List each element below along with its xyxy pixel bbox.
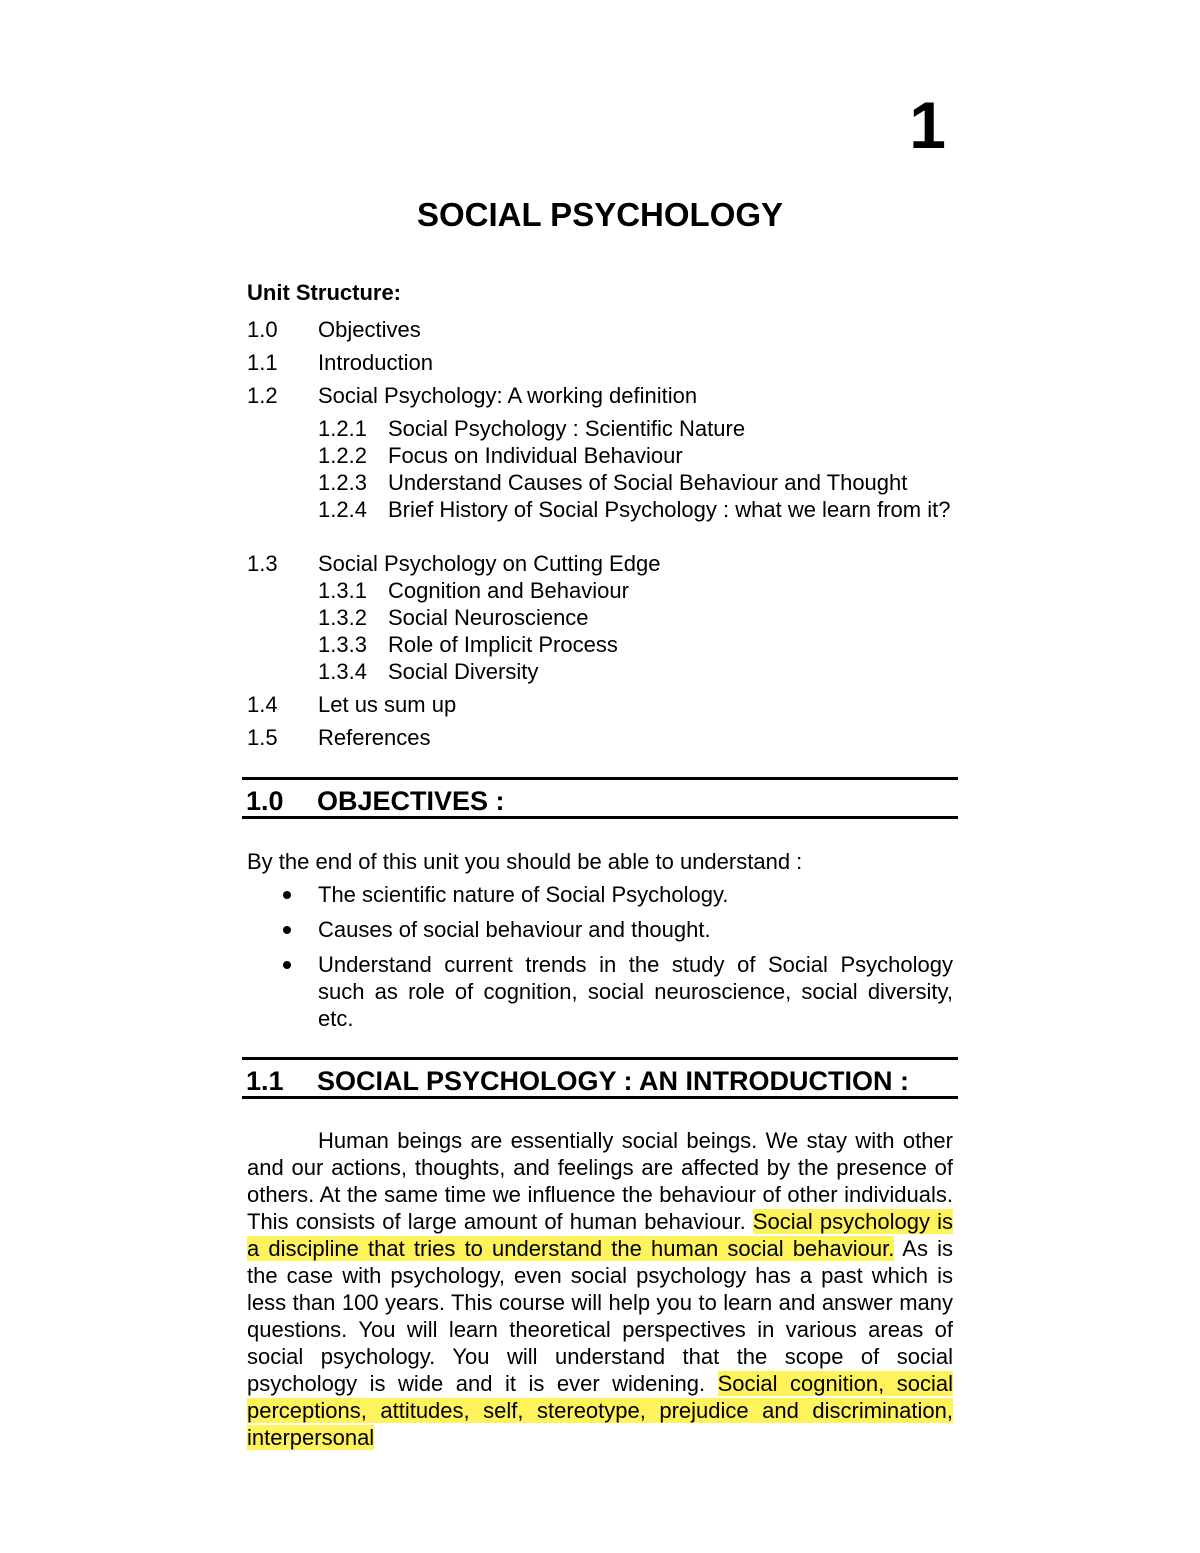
chapter-title: SOCIAL PSYCHOLOGY xyxy=(416,196,784,233)
list-item xyxy=(247,951,953,1032)
toc-item-number: 1.3.1 xyxy=(318,578,367,603)
toc-subitem xyxy=(247,658,953,691)
chapter-number: 1 xyxy=(909,88,946,162)
toc-item-label: Focus on Individual Behaviour xyxy=(388,443,683,468)
toc-subitem xyxy=(247,604,953,631)
toc-item xyxy=(247,349,953,382)
toc-item xyxy=(247,691,953,724)
toc-item-number: 1.1 xyxy=(247,350,278,375)
toc-subitem xyxy=(247,577,953,604)
toc-item-label: Social Psychology : Scientific Nature xyxy=(388,416,746,441)
toc-item-number: 1.2.4 xyxy=(318,497,367,522)
toc-item-label: Brief History of Social Psychology : what we learn from it? xyxy=(388,497,951,522)
toc-item-number: 1.3.3 xyxy=(318,632,367,657)
section-title: SOCIAL PSYCHOLOGY : AN INTRODUCTION : xyxy=(317,1066,910,1096)
toc-item-number: 1.2 xyxy=(247,383,278,408)
toc-item-number: 1.3.4 xyxy=(318,659,367,684)
paragraph-text: Human beings are essentially social beings. We stay with other and our actions, thoughts, and feelings are affected by the presence of others. At the same time we influence the behaviour of other individuals. This consists of large amount of human behaviour. xyxy=(247,1128,953,1234)
section-title: OBJECTIVES : xyxy=(317,786,505,816)
unit-structure-label: Unit Structure: xyxy=(247,280,401,305)
toc-subitem xyxy=(247,631,953,658)
unit-structure-list xyxy=(247,316,953,751)
toc-item-label: Social Neuroscience xyxy=(388,605,589,630)
objectives-body xyxy=(247,848,953,1040)
list-item-text: Understand current trends in the study of Social Psychology such as role of cognition, social neuroscience, social diversity, etc. xyxy=(318,952,953,1031)
toc-subitem xyxy=(247,442,953,469)
section-number: 1.1 xyxy=(246,1066,284,1096)
toc-item-number: 1.0 xyxy=(247,317,278,342)
toc-item-label: References xyxy=(318,725,431,750)
list-item xyxy=(247,881,953,908)
highlighted-text: Social cognition, social perceptions, attitudes, self, stereotype, prejudice and discrimination, interpersonal xyxy=(247,1371,953,1450)
bullet-icon xyxy=(283,891,291,899)
toc-item-label: Cognition and Behaviour xyxy=(388,578,629,603)
toc-item-label: Social Psychology on Cutting Edge xyxy=(318,551,661,576)
bullet-icon xyxy=(283,961,291,969)
toc-item-label: Understand Causes of Social Behaviour and Thought xyxy=(388,470,908,495)
toc-item-number: 1.2.2 xyxy=(318,443,367,468)
toc-subitem xyxy=(247,415,953,442)
toc-item xyxy=(247,382,953,415)
toc-item-label: Social Psychology: A working definition xyxy=(318,383,698,408)
bullet-icon xyxy=(283,926,291,934)
toc-item-number: 1.3.2 xyxy=(318,605,367,630)
introduction-body xyxy=(247,1127,953,1451)
toc-item xyxy=(247,724,953,751)
toc-item xyxy=(247,550,953,577)
toc-item-label: Objectives xyxy=(318,317,421,342)
toc-item-number: 1.3 xyxy=(247,551,278,576)
introduction-paragraph xyxy=(247,1127,953,1451)
paragraph-text: As is the case with psychology, even social psychology has a past which is less than 100 years. This course will help you to learn and answer many questions. You will learn theoretical perspectives in various areas of social psychology. You will understand that the scope of social psychology is wide and it is ever widening. xyxy=(247,1236,953,1396)
toc-item-number: 1.5 xyxy=(247,725,278,750)
objectives-intro: By the end of this unit you should be able to understand : xyxy=(247,849,803,874)
toc-item xyxy=(247,316,953,349)
section-number: 1.0 xyxy=(246,786,284,816)
toc-item-label: Role of Implicit Process xyxy=(388,632,618,657)
list-item-text: The scientific nature of Social Psychology. xyxy=(318,882,729,907)
section-heading-objectives xyxy=(242,777,958,819)
toc-item-label: Let us sum up xyxy=(318,692,457,717)
highlighted-text: Social psychology is a discipline that tries to understand the human social behaviour. xyxy=(247,1209,953,1261)
list-item-text: Causes of social behaviour and thought. xyxy=(318,917,711,942)
toc-item-number: 1.4 xyxy=(247,692,278,717)
section-heading-introduction xyxy=(242,1057,958,1099)
list-item xyxy=(247,916,953,943)
toc-subitem xyxy=(247,496,953,550)
objectives-list xyxy=(247,881,953,1032)
toc-item-label: Social Diversity xyxy=(388,659,539,684)
toc-item-label: Introduction xyxy=(318,350,433,375)
toc-subitem xyxy=(247,469,953,496)
toc-item-number: 1.2.1 xyxy=(318,416,367,441)
toc-item-number: 1.2.3 xyxy=(318,470,367,495)
